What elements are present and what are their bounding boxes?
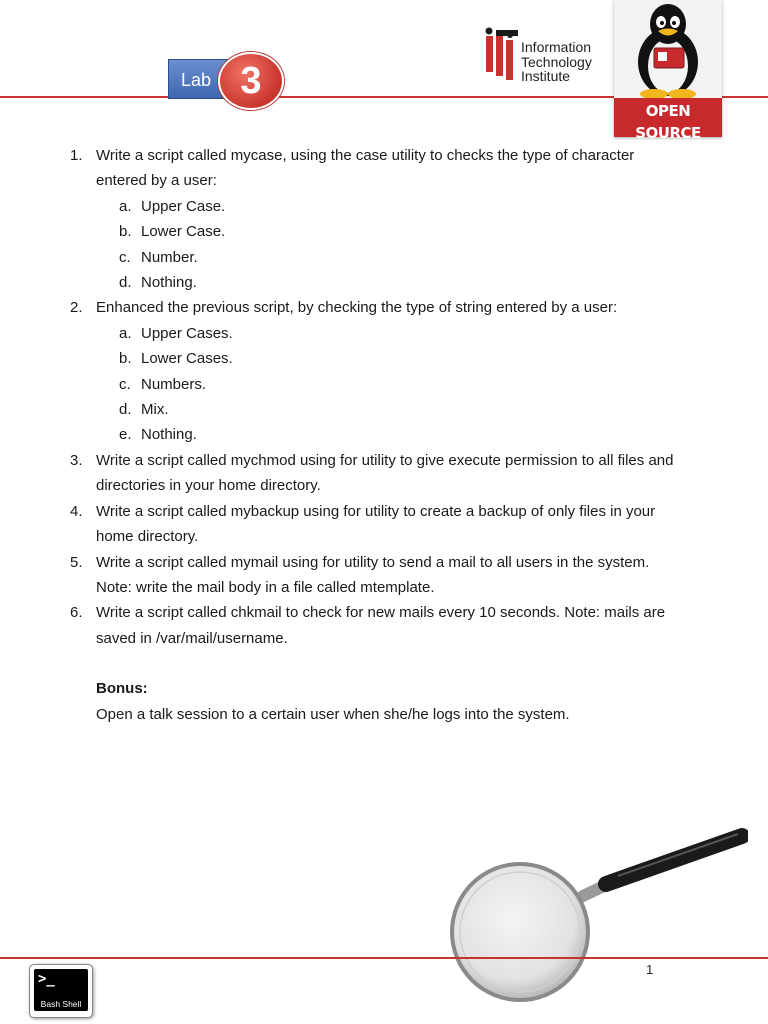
lab-number: 3 — [218, 52, 284, 110]
footer-rule — [0, 957, 768, 959]
page-number: 1 — [646, 962, 654, 977]
subtask-item: a. Upper Case. — [119, 197, 226, 215]
iti-logo-icon — [484, 26, 520, 82]
task-item — [70, 600, 740, 651]
terminal-prompt: >_ — [38, 971, 55, 987]
dept-title: OPEN SOURCE — [635, 102, 701, 142]
task-text: Write a script called mymail using for utility to send a mail to all users in the system. — [96, 553, 650, 571]
bonus-text: Open a talk session to a certain user when she/he logs into the system. — [96, 705, 570, 723]
bash-shell-label: Bash Shell — [40, 999, 82, 1009]
subtask-item: e. Nothing. — [119, 426, 197, 444]
task-text: Write a script called mycase, using the case utility to checks the type of character — [96, 147, 635, 164]
subtask-item: c. Numbers. — [119, 375, 207, 393]
subtask-item: c. Number. — [119, 248, 198, 266]
task-text: directories in your home directory. — [96, 477, 321, 495]
tux-penguin-icon — [614, 0, 722, 98]
task-text: entered by a user: — [96, 172, 217, 190]
task-item — [70, 448, 740, 499]
bash-shell-icon — [29, 964, 93, 1018]
magnifying-glass-icon — [448, 826, 748, 1022]
bonus-section — [96, 676, 740, 727]
task-number: 3. — [70, 451, 83, 469]
subtask-item: a. Upper Cases. — [119, 324, 233, 342]
task-number: 6. — [70, 604, 83, 622]
lab-badge — [168, 58, 286, 108]
iti-name: Information Technology Institute — [521, 39, 592, 84]
task-number: 5. — [70, 553, 83, 571]
task-text: Write a script called mychmod using for utility to give execute permission to all files and — [96, 451, 674, 469]
task-item — [70, 550, 740, 601]
task-list — [70, 143, 740, 651]
task-item — [70, 143, 740, 295]
task-text: Enhanced the previous script, by checking the type of string entered by a user: — [96, 299, 618, 317]
subtask-item: b. Lower Cases. — [119, 350, 233, 368]
lab-content — [70, 143, 740, 727]
bonus-title: Bonus: — [96, 680, 148, 698]
task-number: 4. — [70, 502, 83, 520]
task-item — [70, 295, 740, 447]
lab-label: Lab — [168, 59, 230, 99]
task-number: 1. — [70, 147, 83, 164]
task-text: Write a script called mybackup using for utility to create a backup of only files in your — [96, 502, 656, 520]
iti-logo — [484, 26, 614, 86]
subtask-item: d. Mix. — [119, 401, 169, 419]
subtask-list — [96, 194, 740, 296]
open-source-badge — [614, 0, 722, 152]
task-text: saved in /var/mail/username. — [96, 629, 288, 647]
open-source-banner — [614, 98, 722, 152]
subtask-list — [96, 321, 740, 448]
task-number: 2. — [70, 299, 83, 317]
task-text: Write a script called chkmail to check for new mails every 10 seconds. Note: mails are — [96, 604, 666, 622]
dept-subtitle: DEPARTMENT — [621, 145, 715, 152]
subtask-item: b. Lower Case. — [119, 223, 226, 241]
task-item — [70, 499, 740, 550]
task-text: home directory. — [96, 528, 199, 546]
terminal-screen — [34, 969, 88, 1011]
task-text: Note: write the mail body in a file called mtemplate. — [96, 578, 435, 596]
subtask-item: d. Nothing. — [119, 274, 197, 292]
